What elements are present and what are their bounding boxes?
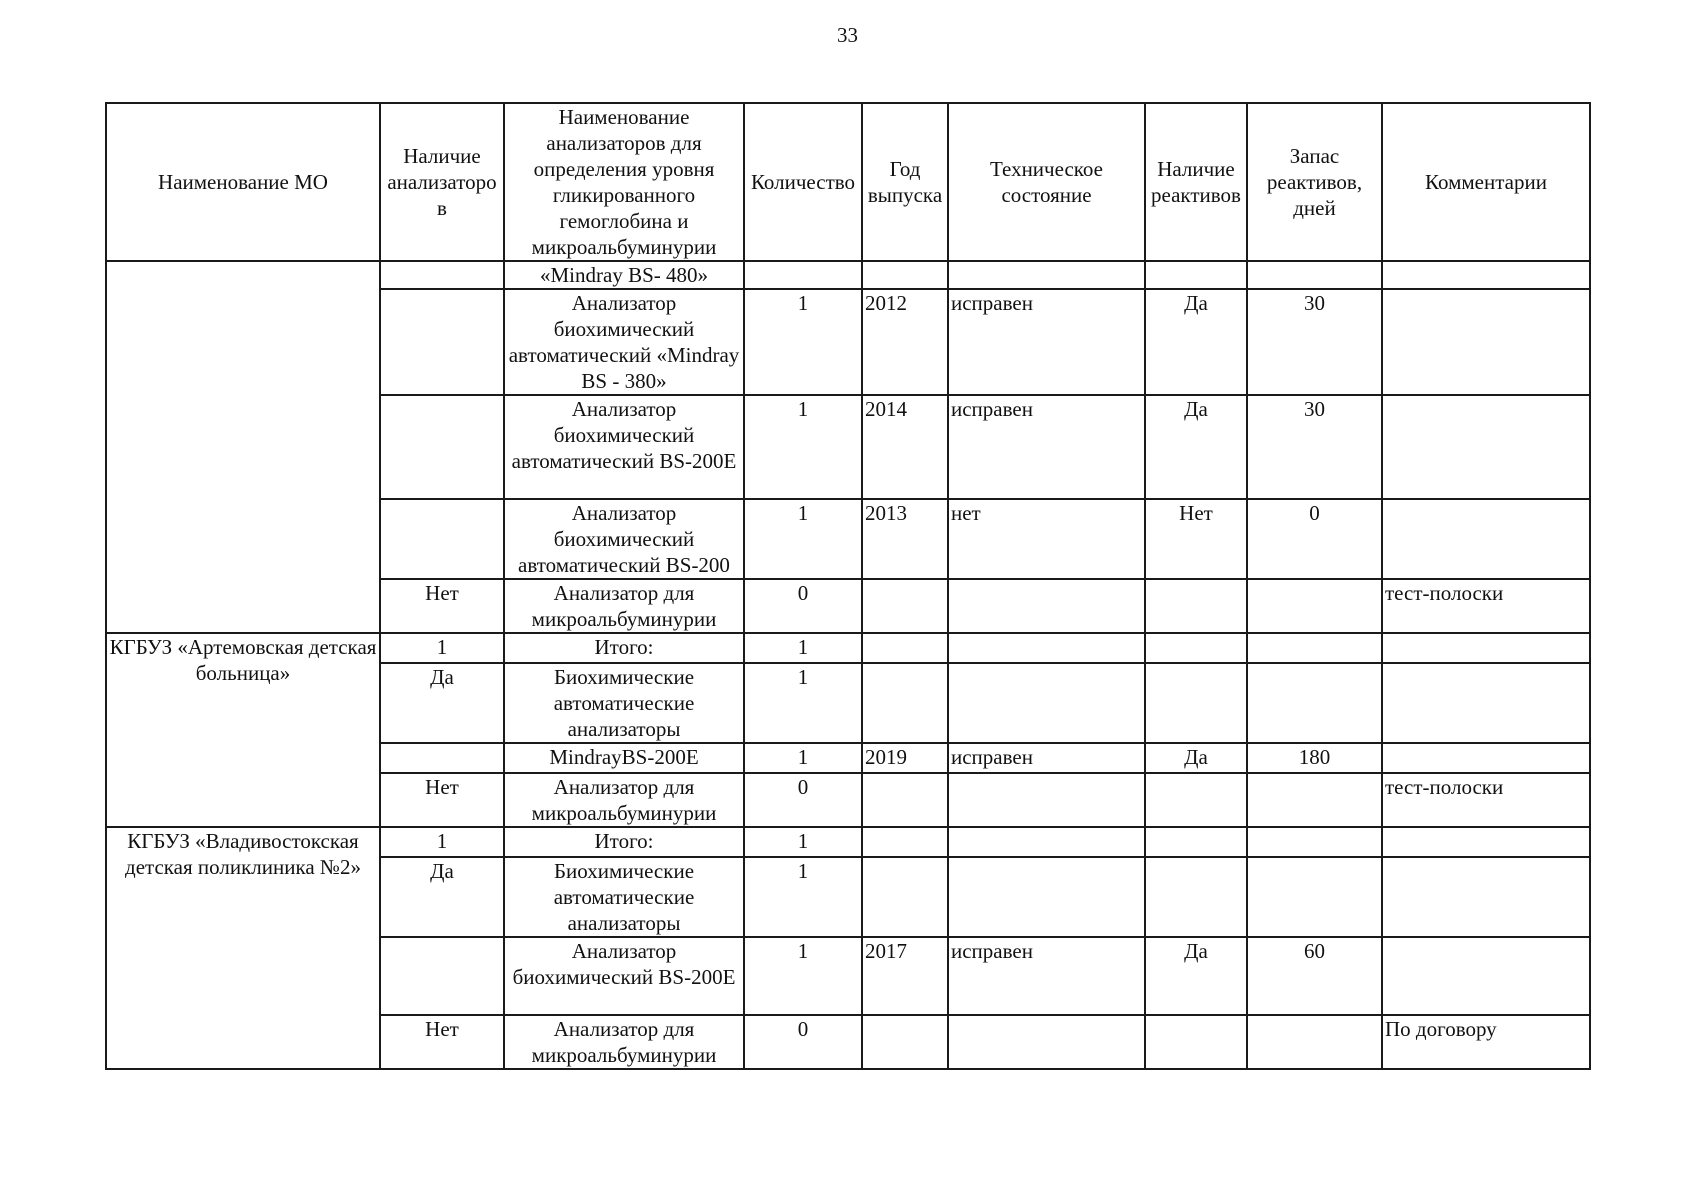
cell-year — [862, 261, 948, 289]
cell-analyzer-name: «Mindray BS- 480» — [504, 261, 744, 289]
cell-reagents-stock — [1247, 773, 1382, 827]
cell-year: 2013 — [862, 499, 948, 579]
cell-quantity: 0 — [744, 579, 862, 633]
cell-comment — [1382, 743, 1590, 773]
cell-reagents-presence — [1145, 773, 1247, 827]
cell-year — [862, 1015, 948, 1069]
cell-technical-state: исправен — [948, 937, 1145, 1015]
cell-analyzer-presence: Да — [380, 663, 504, 743]
cell-technical-state — [948, 633, 1145, 663]
cell-analyzer-presence — [380, 937, 504, 1015]
cell-analyzer-name: MindrayBS-200E — [504, 743, 744, 773]
cell-analyzer-presence: Нет — [380, 579, 504, 633]
table-row — [106, 827, 1590, 857]
cell-technical-state: исправен — [948, 395, 1145, 499]
cell-analyzer-name: Анализатор для микроальбуминурии — [504, 773, 744, 827]
cell-technical-state: исправен — [948, 743, 1145, 773]
cell-quantity: 0 — [744, 773, 862, 827]
cell-comment: тест-полоски — [1382, 773, 1590, 827]
header-reagents-presence: Наличие реактивов — [1145, 103, 1247, 261]
cell-comment — [1382, 289, 1590, 395]
cell-analyzer-name: Анализатор биохимический автоматический BS-200E — [504, 395, 744, 499]
cell-reagents-stock — [1247, 827, 1382, 857]
cell-year — [862, 579, 948, 633]
cell-analyzer-name: Анализатор для микроальбуминурии — [504, 1015, 744, 1069]
cell-reagents-stock: 30 — [1247, 395, 1382, 499]
cell-comment — [1382, 261, 1590, 289]
cell-reagents-presence — [1145, 827, 1247, 857]
cell-mo-name: КГБУЗ «Артемовская детская больница» — [106, 633, 380, 827]
cell-analyzer-presence — [380, 743, 504, 773]
cell-analyzer-name: Анализатор для микроальбуминурии — [504, 579, 744, 633]
cell-analyzer-name: Анализатор биохимический BS-200E — [504, 937, 744, 1015]
cell-quantity: 1 — [744, 857, 862, 937]
cell-comment — [1382, 499, 1590, 579]
header-analyzer-name: Наименование анализаторов для определения уровня гликированного гемоглобина и микроальбуминурии — [504, 103, 744, 261]
cell-comment: тест-полоски — [1382, 579, 1590, 633]
cell-reagents-presence — [1145, 633, 1247, 663]
cell-analyzer-presence: Нет — [380, 773, 504, 827]
cell-reagents-stock: 60 — [1247, 937, 1382, 1015]
cell-technical-state: нет — [948, 499, 1145, 579]
cell-year: 2017 — [862, 937, 948, 1015]
cell-technical-state — [948, 261, 1145, 289]
cell-technical-state — [948, 827, 1145, 857]
cell-analyzer-presence — [380, 261, 504, 289]
cell-reagents-stock: 0 — [1247, 499, 1382, 579]
cell-analyzer-presence: 1 — [380, 633, 504, 663]
cell-reagents-presence — [1145, 857, 1247, 937]
cell-quantity: 1 — [744, 499, 862, 579]
cell-reagents-presence — [1145, 663, 1247, 743]
cell-quantity — [744, 261, 862, 289]
table-row — [106, 261, 1590, 289]
cell-analyzer-presence: Да — [380, 857, 504, 937]
cell-reagents-stock — [1247, 261, 1382, 289]
cell-quantity: 1 — [744, 663, 862, 743]
cell-reagents-presence — [1145, 579, 1247, 633]
cell-reagents-stock — [1247, 579, 1382, 633]
cell-technical-state — [948, 773, 1145, 827]
cell-reagents-presence: Нет — [1145, 499, 1247, 579]
cell-comment — [1382, 395, 1590, 499]
cell-quantity: 1 — [744, 395, 862, 499]
cell-analyzer-name: Анализатор биохимический автоматический «Mindray BS - 380» — [504, 289, 744, 395]
cell-comment — [1382, 633, 1590, 663]
cell-reagents-stock: 180 — [1247, 743, 1382, 773]
cell-reagents-presence: Да — [1145, 395, 1247, 499]
cell-quantity: 1 — [744, 633, 862, 663]
cell-comment — [1382, 827, 1590, 857]
cell-quantity: 1 — [744, 743, 862, 773]
cell-mo-name — [106, 261, 380, 633]
header-analyzer-presence: Наличие анализаторо в — [380, 103, 504, 261]
cell-analyzer-presence — [380, 499, 504, 579]
cell-reagents-stock — [1247, 663, 1382, 743]
cell-quantity: 0 — [744, 1015, 862, 1069]
cell-comment — [1382, 937, 1590, 1015]
cell-analyzer-name: Итого: — [504, 827, 744, 857]
header-year: Год выпуска — [862, 103, 948, 261]
cell-analyzer-presence — [380, 395, 504, 499]
header-quantity: Количество — [744, 103, 862, 261]
cell-mo-name: КГБУЗ «Владивостокская детская поликлиника №2» — [106, 827, 380, 1069]
cell-comment — [1382, 857, 1590, 937]
cell-year — [862, 857, 948, 937]
cell-analyzer-name: Анализатор биохимический автоматический BS-200 — [504, 499, 744, 579]
cell-year — [862, 663, 948, 743]
cell-analyzer-name: Итого: — [504, 633, 744, 663]
cell-reagents-stock: 30 — [1247, 289, 1382, 395]
cell-quantity: 1 — [744, 827, 862, 857]
cell-technical-state — [948, 663, 1145, 743]
cell-reagents-presence: Да — [1145, 937, 1247, 1015]
page-number: 33 — [837, 23, 858, 47]
header-mo-name: Наименование МО — [106, 103, 380, 261]
cell-year — [862, 773, 948, 827]
cell-comment — [1382, 663, 1590, 743]
cell-analyzer-presence: 1 — [380, 827, 504, 857]
table-row — [106, 633, 1590, 663]
header-comments: Комментарии — [1382, 103, 1590, 261]
cell-quantity: 1 — [744, 289, 862, 395]
cell-technical-state — [948, 857, 1145, 937]
cell-reagents-presence — [1145, 1015, 1247, 1069]
cell-year — [862, 633, 948, 663]
cell-reagents-stock — [1247, 633, 1382, 663]
cell-reagents-presence: Да — [1145, 743, 1247, 773]
cell-technical-state — [948, 579, 1145, 633]
header-row — [106, 103, 1590, 261]
cell-year: 2012 — [862, 289, 948, 395]
table-body — [106, 261, 1590, 1069]
header-technical-state: Техническое состояние — [948, 103, 1145, 261]
cell-year: 2019 — [862, 743, 948, 773]
cell-analyzer-presence: Нет — [380, 1015, 504, 1069]
cell-reagents-stock — [1247, 857, 1382, 937]
cell-reagents-stock — [1247, 1015, 1382, 1069]
cell-reagents-presence — [1145, 261, 1247, 289]
header-reagents-stock: Запас реактивов, дней — [1247, 103, 1382, 261]
cell-reagents-presence: Да — [1145, 289, 1247, 395]
cell-comment: По договору — [1382, 1015, 1590, 1069]
cell-year: 2014 — [862, 395, 948, 499]
cell-quantity: 1 — [744, 937, 862, 1015]
cell-technical-state: исправен — [948, 289, 1145, 395]
cell-analyzer-presence — [380, 289, 504, 395]
analyzers-table — [105, 102, 1591, 1070]
cell-analyzer-name: Биохимические автоматические анализаторы — [504, 663, 744, 743]
cell-analyzer-name: Биохимические автоматические анализаторы — [504, 857, 744, 937]
cell-year — [862, 827, 948, 857]
cell-technical-state — [948, 1015, 1145, 1069]
